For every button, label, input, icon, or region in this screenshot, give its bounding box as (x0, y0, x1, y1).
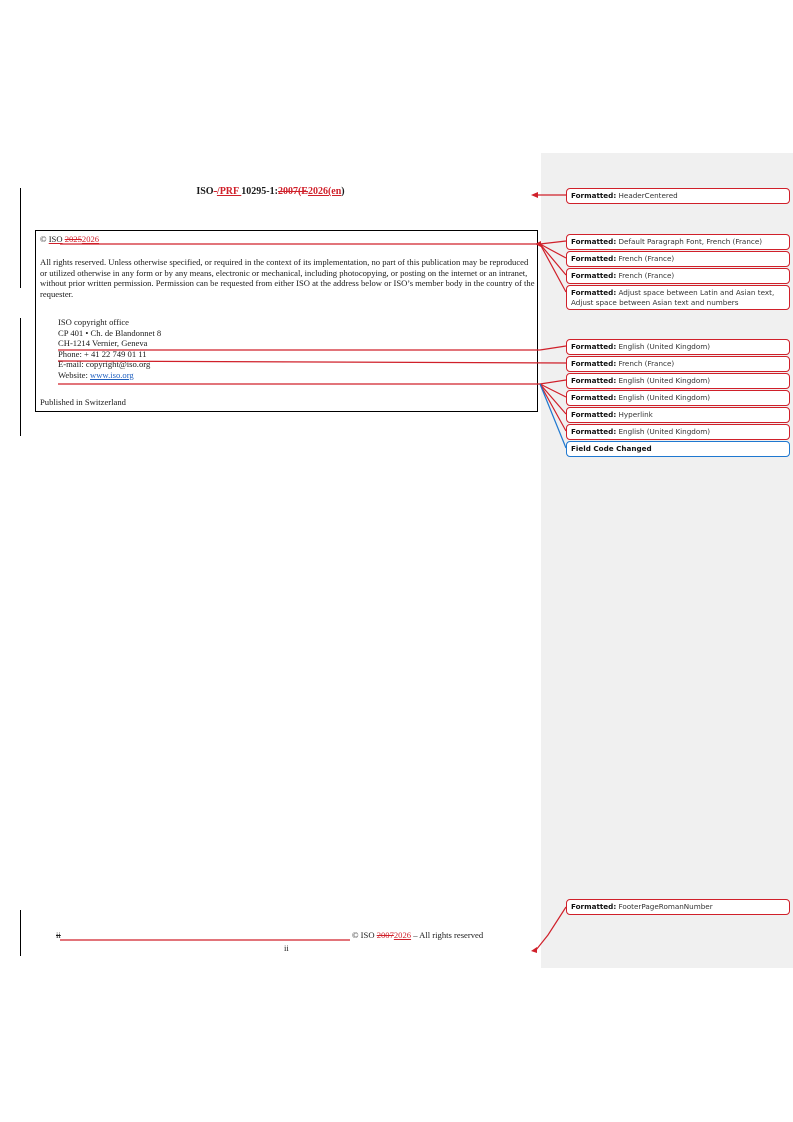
balloon-text: HeaderCentered (616, 191, 678, 200)
balloon-label: Formatted: (571, 410, 617, 419)
revision-balloon[interactable] (566, 390, 790, 406)
published-line: Published in Switzerland (40, 397, 126, 407)
change-bar (20, 910, 21, 956)
address-line: CH-1214 Vernier, Geneva (58, 338, 148, 349)
revision-balloon[interactable] (566, 188, 790, 204)
balloon-label: Formatted: (571, 902, 617, 911)
balloon-text: Default Paragraph Font, French (France) (616, 237, 763, 246)
copyright-box (35, 230, 538, 412)
balloon-label: Formatted: (571, 393, 617, 402)
footer-deleted-page (56, 930, 61, 940)
footer-page-number: ii (284, 943, 289, 953)
balloon-label: Formatted: (571, 427, 617, 436)
website-line (58, 370, 161, 381)
inserted-text: 2026 (393, 930, 412, 940)
address-line: CP 401 • Ch. de Blandonnet 8 (58, 327, 162, 338)
footer-copy-suffix: – All rights reserved (411, 930, 484, 940)
balloon-label: Formatted: (571, 359, 617, 368)
website-label: Website: (58, 369, 91, 380)
address-line: ISO copyright office (58, 317, 129, 327)
document-header (0, 186, 541, 197)
website-link[interactable]: www.iso.org (90, 369, 134, 380)
revision-balloon[interactable] (566, 234, 790, 250)
revision-balloon[interactable] (566, 373, 790, 389)
balloon-text: English (United Kingdom) (616, 427, 711, 436)
copyright-line (40, 234, 99, 245)
revision-balloon[interactable] (566, 268, 790, 284)
address-block (58, 317, 161, 381)
revision-balloon[interactable] (566, 424, 790, 440)
balloon-text: English (United Kingdom) (616, 393, 711, 402)
balloon-text: Adjust space between Latin and Asian text, Adjust space between Asian text and numbers (571, 288, 775, 307)
rights-paragraph: All rights reserved. Unless otherwise specified, or required in the context of its implementation, no part of this publication may be reproduced or utilized otherwise in any form or by any means, electronic or mechanical, including photocopying, or posting on the internet or an intranet, without prior written permission. Permission can be requested from either ISO at the address below or ISO’s member body in the country of the requester. (40, 257, 535, 299)
balloon-label: Formatted: (571, 191, 617, 200)
footer-copyright (352, 930, 483, 940)
change-bar (20, 188, 21, 288)
header-number: 10295-1: (241, 186, 278, 197)
copyright-symbol: © (40, 234, 49, 244)
field-code-balloon[interactable] (566, 441, 790, 457)
balloon-text: French (France) (616, 359, 675, 368)
balloon-label: Formatted: (571, 376, 617, 385)
phone-line: Phone: + 41 22 749 01 11 (58, 348, 147, 359)
revision-balloon[interactable] (566, 285, 790, 310)
balloon-label: Formatted: (571, 254, 617, 263)
change-bar (20, 318, 21, 436)
iso-label: ISO (48, 234, 63, 244)
deleted-text: - (213, 186, 217, 197)
balloon-label: Formatted: (571, 237, 617, 246)
header-suffix: ) (341, 186, 345, 197)
deleted-text: 2025 (64, 234, 82, 244)
deleted-text: ii (56, 930, 61, 940)
balloon-text: French (France) (616, 271, 675, 280)
inserted-text: /PRF (216, 186, 242, 197)
balloon-text: French (France) (616, 254, 675, 263)
balloon-label: Formatted: (571, 342, 617, 351)
footer-copy-prefix: © ISO (352, 930, 377, 940)
header-prefix: ISO (196, 186, 214, 197)
balloon-text: English (United Kingdom) (616, 342, 711, 351)
deleted-text: 2007(E (277, 186, 308, 197)
email-line: E-mail: copyright@iso.org (58, 359, 151, 370)
deleted-text: 2007 (376, 930, 394, 940)
balloon-text: English (United Kingdom) (616, 376, 711, 385)
balloon-text: Hyperlink (616, 410, 653, 419)
balloon-label: Formatted: (571, 288, 617, 297)
revision-balloon[interactable] (566, 339, 790, 355)
revision-balloon[interactable] (566, 251, 790, 267)
revision-balloon[interactable] (566, 407, 790, 423)
revision-balloon[interactable] (566, 356, 790, 372)
inserted-text: 2026 (81, 234, 100, 244)
balloon-label: Field Code Changed (571, 444, 652, 453)
revision-balloon[interactable] (566, 899, 790, 915)
balloon-text: FooterPageRomanNumber (616, 902, 713, 911)
balloon-label: Formatted: (571, 271, 617, 280)
inserted-text: 2026(en (307, 186, 342, 197)
